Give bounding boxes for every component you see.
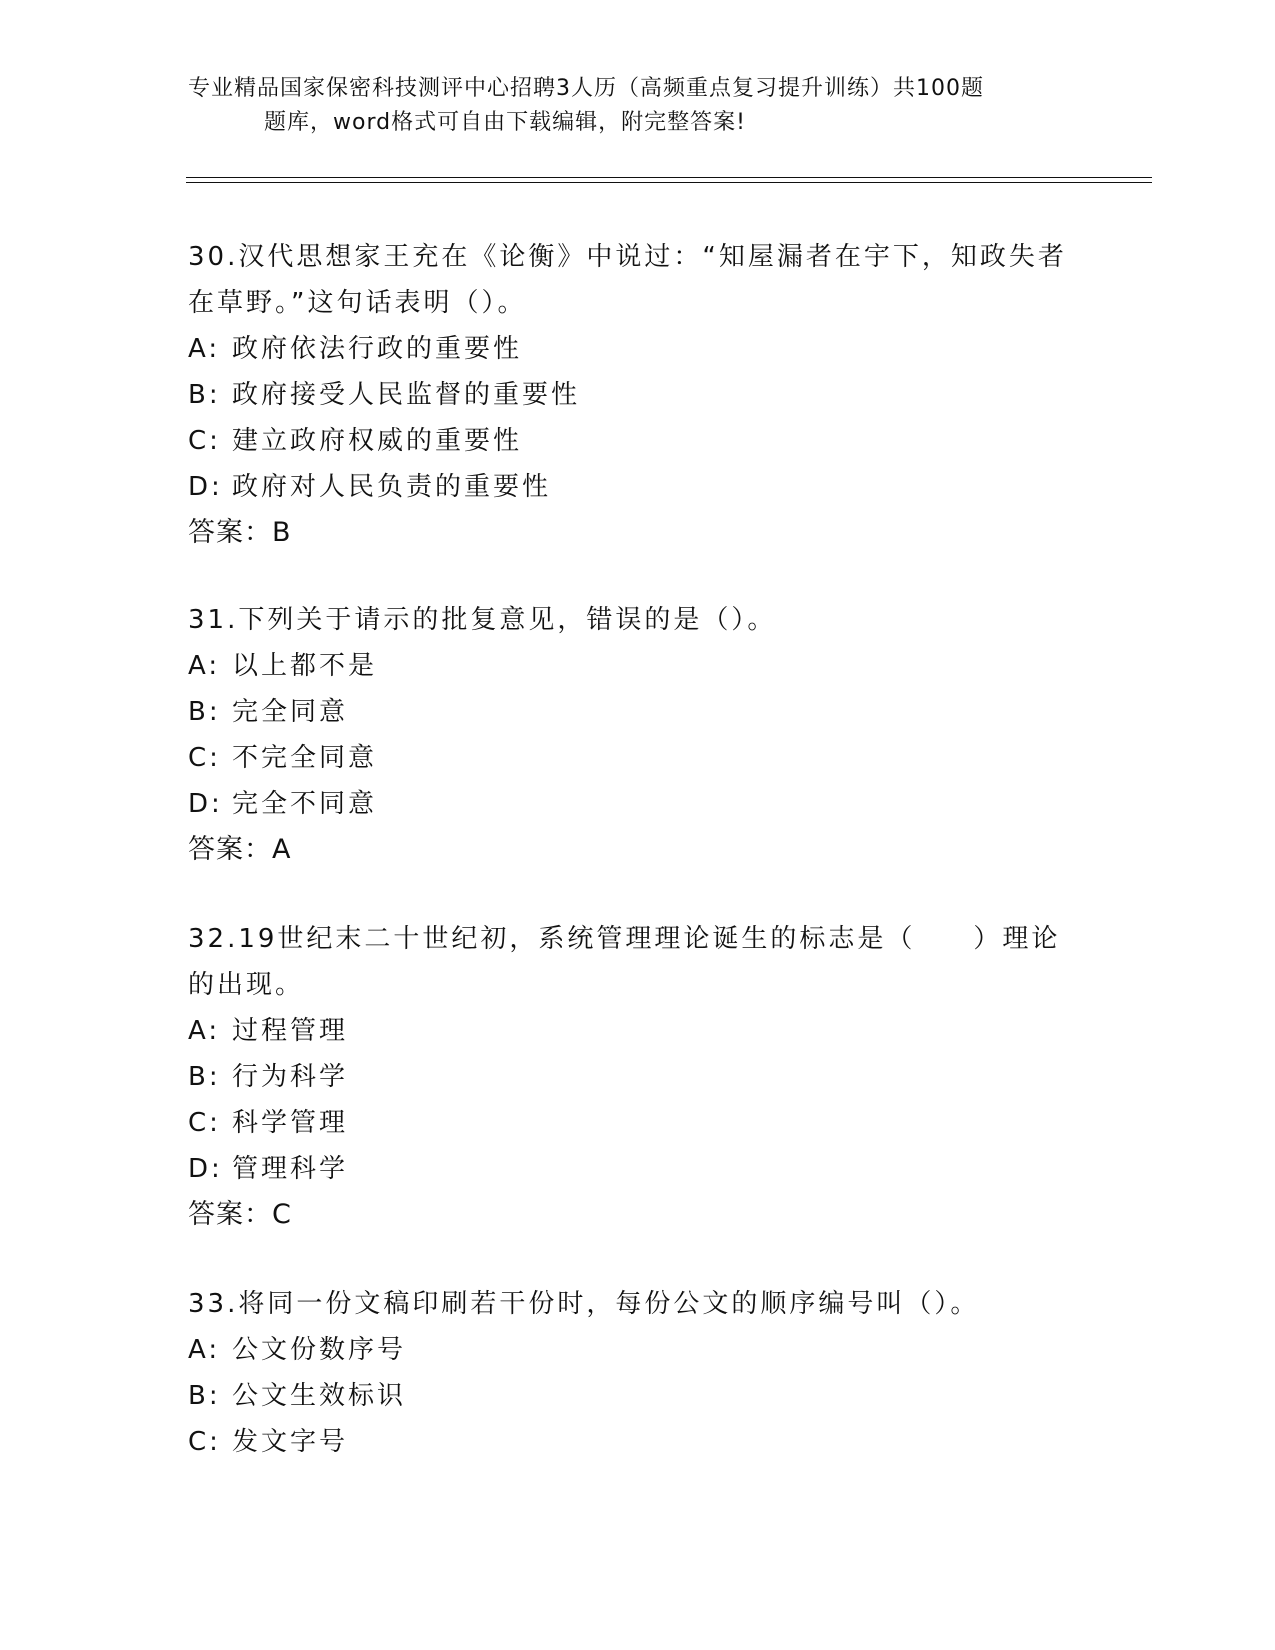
option-d: [188, 781, 1088, 827]
option-letter: B:: [188, 697, 221, 727]
question-stem: 32.19世纪末二十世纪初，系统管理理论诞生的标志是（ ）理论的出现。: [188, 924, 1061, 1000]
option-text: 发文字号: [232, 1427, 349, 1457]
option-letter: A:: [188, 334, 221, 364]
option-c: [188, 418, 1088, 464]
option-a: [188, 643, 1088, 689]
question-32: [188, 916, 1088, 1238]
option-letter: A:: [188, 1016, 221, 1046]
option-letter: C:: [188, 1427, 221, 1457]
header-title-line-1: 专业精品国家保密科技测评中心招聘3人历（高频重点复习提升训练）共100题: [188, 76, 984, 101]
option-text: 公文份数序号: [232, 1335, 407, 1365]
option-text: 政府对人民负责的重要性: [232, 472, 552, 502]
option-letter: D:: [188, 1154, 223, 1184]
option-text: 完全不同意: [232, 789, 378, 819]
option-b: [188, 1054, 1088, 1100]
option-letter: D:: [188, 789, 223, 819]
document-header: [188, 72, 1088, 140]
question-stem: 31.下列关于请示的批复意见，错误的是（）。: [188, 605, 777, 635]
option-a: [188, 1008, 1088, 1054]
header-rule-top: [186, 177, 1152, 178]
option-text: 科学管理: [232, 1108, 349, 1138]
question-stem: 33.将同一份文稿印刷若干份时，每份公文的顺序编号叫（）。: [188, 1289, 980, 1319]
option-b: [188, 1373, 1088, 1419]
option-text: 行为科学: [232, 1062, 349, 1092]
option-b: [188, 689, 1088, 735]
option-letter: D:: [188, 472, 223, 502]
option-letter: C:: [188, 426, 221, 456]
option-d: [188, 1146, 1088, 1192]
option-letter: A:: [188, 651, 221, 681]
question-33: [188, 1281, 1088, 1465]
option-a: [188, 1327, 1088, 1373]
option-letter: B:: [188, 1381, 221, 1411]
option-letter: B:: [188, 1062, 221, 1092]
option-text: 管理科学: [232, 1154, 349, 1184]
option-c: [188, 1419, 1088, 1465]
option-text: 完全同意: [232, 697, 349, 727]
option-letter: A:: [188, 1335, 221, 1365]
question-31: [188, 597, 1088, 873]
option-letter: B:: [188, 380, 221, 410]
option-text: 政府接受人民监督的重要性: [232, 380, 581, 410]
option-text: 公文生效标识: [232, 1381, 407, 1411]
option-c: [188, 735, 1088, 781]
option-a: [188, 326, 1088, 372]
answer-label: 答案：A: [188, 834, 292, 865]
option-letter: C:: [188, 743, 221, 773]
question-stem: 30.汉代思想家王充在《论衡》中说过：“知屋漏者在宇下，知政失者在草野。”这句话表明（）。: [188, 242, 1067, 318]
option-text: 以上都不是: [232, 651, 378, 681]
option-c: [188, 1100, 1088, 1146]
option-b: [188, 372, 1088, 418]
option-text: 政府依法行政的重要性: [232, 334, 523, 364]
question-30: [188, 234, 1088, 556]
option-text: 不完全同意: [232, 743, 378, 773]
header-title-line-2: 题库，word格式可自由下载编辑，附完整答案!: [264, 110, 746, 135]
answer-label: 答案：B: [188, 517, 292, 548]
option-d: [188, 464, 1088, 510]
header-rule-bottom: [186, 182, 1152, 183]
option-text: 过程管理: [232, 1016, 349, 1046]
option-text: 建立政府权威的重要性: [232, 426, 523, 456]
answer-label: 答案：C: [188, 1199, 292, 1230]
option-letter: C:: [188, 1108, 221, 1138]
